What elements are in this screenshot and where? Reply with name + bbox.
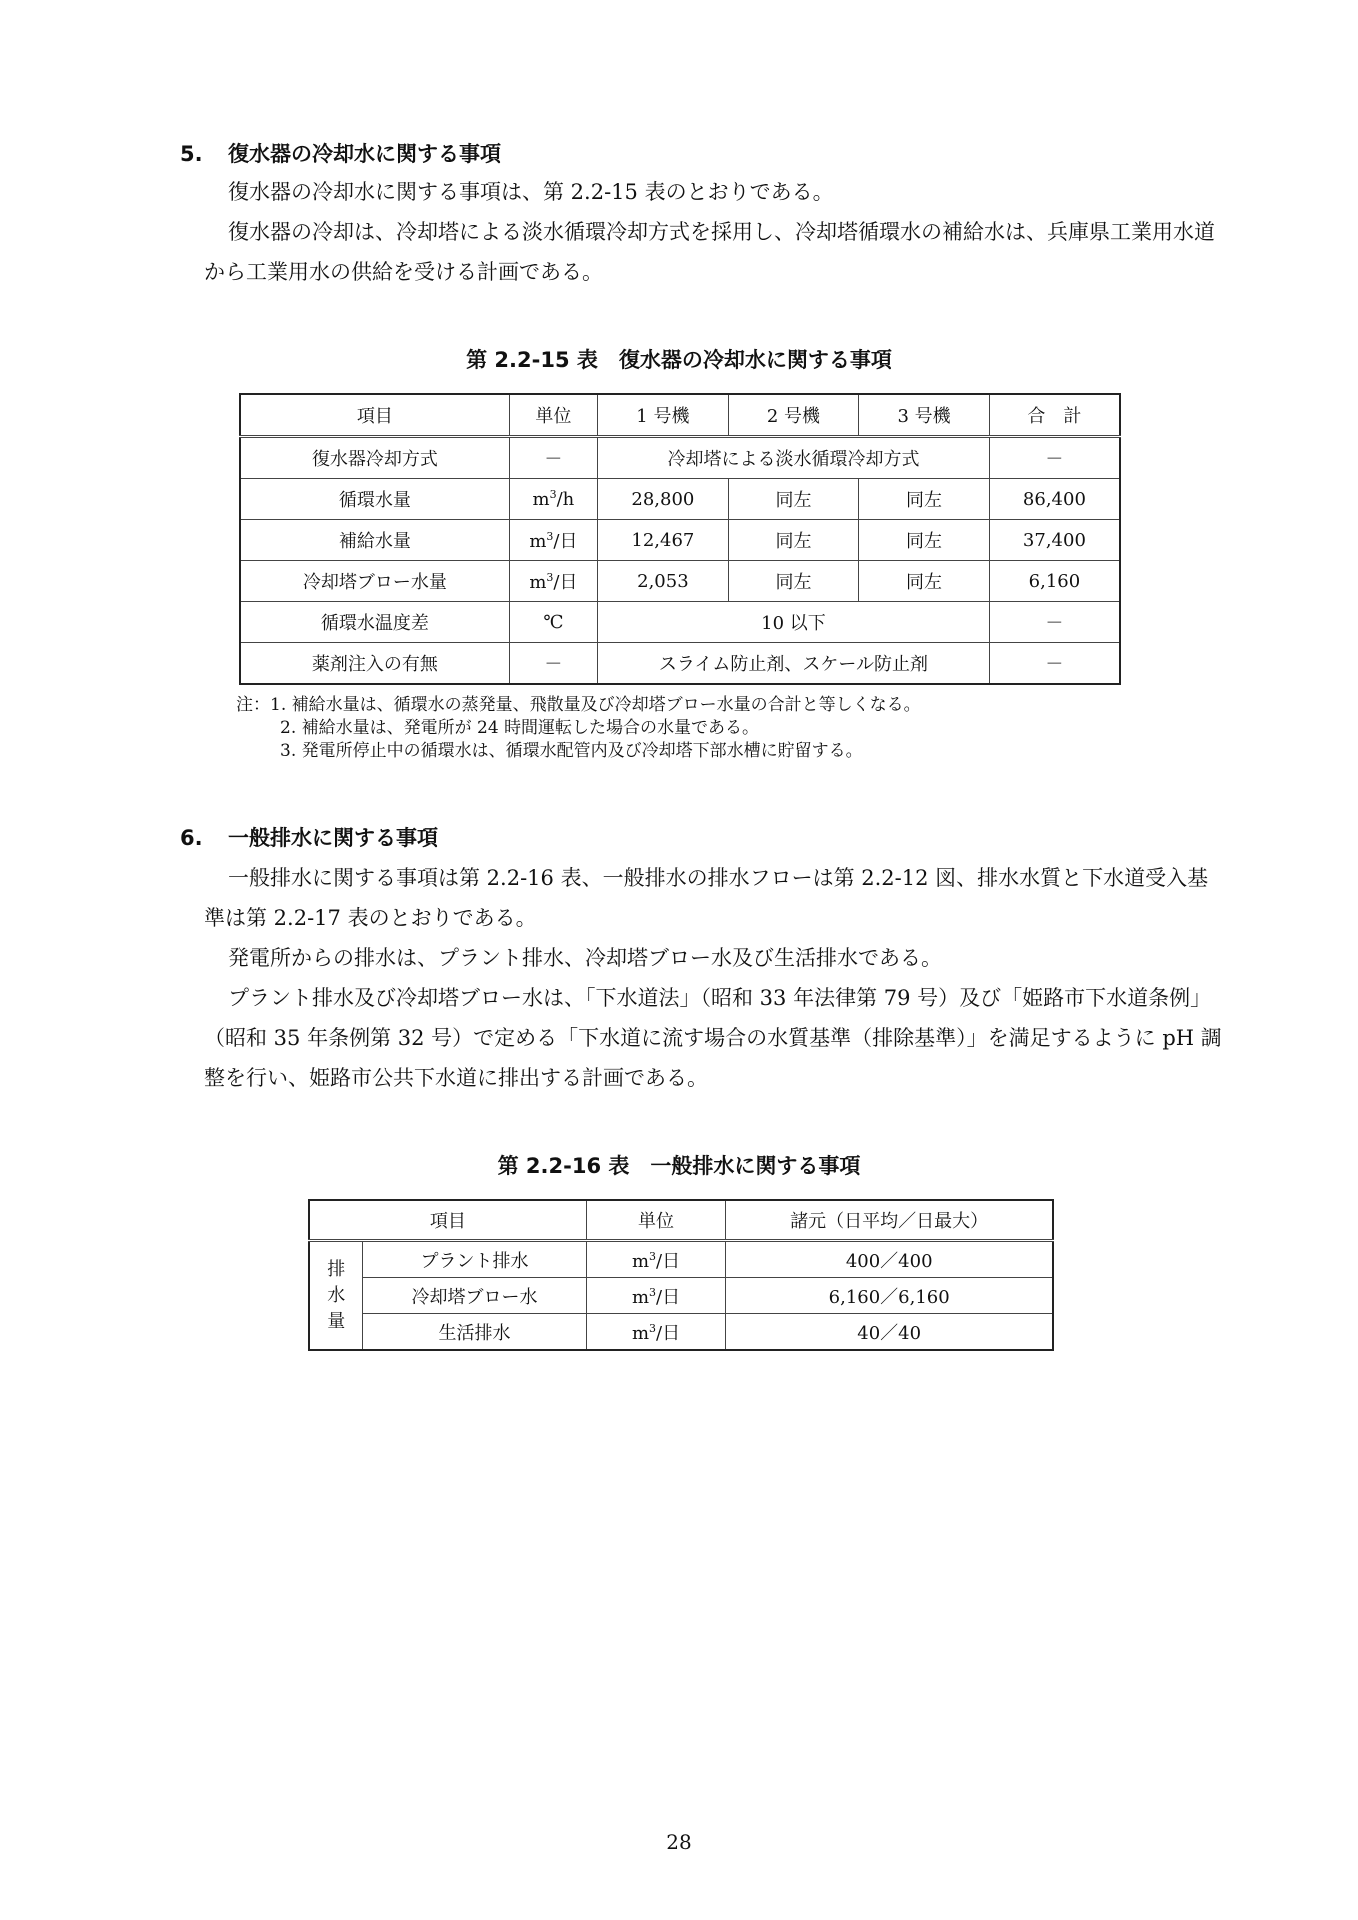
table-header-row xyxy=(309,1200,1053,1241)
unit2-cell: 同左 xyxy=(728,561,859,602)
header-cell: 1 号機 xyxy=(598,394,729,437)
total-cell: － xyxy=(989,602,1120,643)
unit-cell: $m^3/$日 xyxy=(509,520,597,561)
table-row xyxy=(240,602,1120,643)
merged-value-cell: 冷却塔による淡水循環冷却方式 xyxy=(598,437,990,479)
table-row xyxy=(309,1278,1053,1314)
note-1: 注：1. 補給水量は、循環水の蒸発量、飛散量及び冷却塔ブロー水量の合計と等しくなる。 xyxy=(236,695,921,715)
header-cell: 2 号機 xyxy=(728,394,859,437)
item-cell: 循環水温度差 xyxy=(240,602,509,643)
table-15-notes xyxy=(236,694,921,763)
unit-cell: － xyxy=(509,437,597,479)
item-cell: 補給水量 xyxy=(240,520,509,561)
total-cell: 37,400 xyxy=(989,520,1120,561)
total-cell: － xyxy=(989,643,1120,685)
header-cell: 単位 xyxy=(509,394,597,437)
section-6-paragraph-1: 一般排水に関する事項は第 2.2-16 表、一般排水の排水フローは第 2.2-12 図、排水水質と下水道受入基準は第 2.2-17 表のとおりである。 xyxy=(204,866,1209,930)
value-cell: 40／40 xyxy=(726,1314,1053,1351)
unit3-cell: 同左 xyxy=(859,561,990,602)
item-cell: 薬剤注入の有無 xyxy=(240,643,509,685)
header-cell: 項目 xyxy=(240,394,509,437)
unit-cell: $m^3/h$ xyxy=(509,479,597,520)
group-label-cell: 排 水 量 xyxy=(309,1241,363,1351)
item-cell: 復水器冷却方式 xyxy=(240,437,509,479)
header-cell: 項目 xyxy=(309,1200,586,1241)
table-row xyxy=(240,520,1120,561)
section-6-paragraph-3: プラント排水及び冷却塔ブロー水は、「下水道法」（昭和 33 年法律第 79 号）及び「姫路市下水道条例」（昭和 35 年条例第 32 号）で定める「下水道に流す場合の水質基準（排除基準）」を満足するように pH 調整を行い、姫路市公共下水道に排出する計画である。 xyxy=(204,986,1222,1090)
table-row xyxy=(309,1314,1053,1351)
header-cell: 3 号機 xyxy=(859,394,990,437)
total-cell: 6,160 xyxy=(989,561,1120,602)
unit2-cell: 同左 xyxy=(728,520,859,561)
section-5-heading xyxy=(180,138,501,168)
section-5-paragraph-2: 復水器の冷却は、冷却塔による淡水循環冷却方式を採用し、冷却塔循環水の補給水は、兵庫県工業用水道から工業用水の供給を受ける計画である。 xyxy=(204,220,1215,284)
section-title: 復水器の冷却水に関する事項 xyxy=(228,142,501,166)
item-cell: 冷却塔ブロー水 xyxy=(363,1278,586,1314)
section-6-paragraph-2: 発電所からの排水は、プラント排水、冷却塔ブロー水及び生活排水である。 xyxy=(228,946,942,970)
unit1-cell: 28,800 xyxy=(598,479,729,520)
item-cell: 循環水量 xyxy=(240,479,509,520)
table-16-caption: 第 2.2-16 表 一般排水に関する事項 xyxy=(497,1154,861,1178)
header-cell: 単位 xyxy=(586,1200,726,1241)
item-cell: 生活排水 xyxy=(363,1314,586,1351)
item-cell: プラント排水 xyxy=(363,1241,586,1278)
unit2-cell: 同左 xyxy=(728,479,859,520)
table-16 xyxy=(308,1199,1054,1351)
header-cell: 諸元（日平均／日最大） xyxy=(726,1200,1053,1241)
note-3: 3. 発電所停止中の循環水は、循環水配管内及び冷却塔下部水槽に貯留する。 xyxy=(280,741,863,761)
unit-cell: $m^3/$日 xyxy=(509,561,597,602)
table-row xyxy=(240,561,1120,602)
unit-cell: － xyxy=(509,643,597,685)
table-row xyxy=(240,437,1120,479)
total-cell: － xyxy=(989,437,1120,479)
item-cell: 冷却塔ブロー水量 xyxy=(240,561,509,602)
unit-cell: $m^3/$日 xyxy=(586,1278,726,1314)
unit1-cell: 2,053 xyxy=(598,561,729,602)
unit-cell: $m^3/$日 xyxy=(586,1314,726,1351)
unit-cell: $m^3/$日 xyxy=(586,1241,726,1278)
value-cell: 6,160／6,160 xyxy=(726,1278,1053,1314)
table-15-caption: 第 2.2-15 表 復水器の冷却水に関する事項 xyxy=(466,348,892,372)
unit-cell: ℃ xyxy=(509,602,597,643)
section-number: 6. xyxy=(180,826,203,850)
merged-value-cell: 10 以下 xyxy=(598,602,990,643)
section-number: 5. xyxy=(180,142,203,166)
unit1-cell: 12,467 xyxy=(598,520,729,561)
unit3-cell: 同左 xyxy=(859,479,990,520)
section-title: 一般排水に関する事項 xyxy=(228,826,438,850)
table-row xyxy=(240,479,1120,520)
page-number: 28 xyxy=(666,1830,692,1854)
unit3-cell: 同左 xyxy=(859,520,990,561)
header-cell: 合 計 xyxy=(989,394,1120,437)
table-15 xyxy=(239,393,1121,685)
section-5-paragraph-1: 復水器の冷却水に関する事項は、第 2.2-15 表のとおりである。 xyxy=(228,180,834,204)
note-2: 2. 補給水量は、発電所が 24 時間運転した場合の水量である。 xyxy=(280,718,760,738)
table-row xyxy=(240,643,1120,685)
value-cell: 400／400 xyxy=(726,1241,1053,1278)
section-6-heading xyxy=(180,822,438,852)
total-cell: 86,400 xyxy=(989,479,1120,520)
table-row xyxy=(309,1241,1053,1278)
table-header-row xyxy=(240,394,1120,437)
merged-value-cell: スライム防止剤、スケール防止剤 xyxy=(598,643,990,685)
